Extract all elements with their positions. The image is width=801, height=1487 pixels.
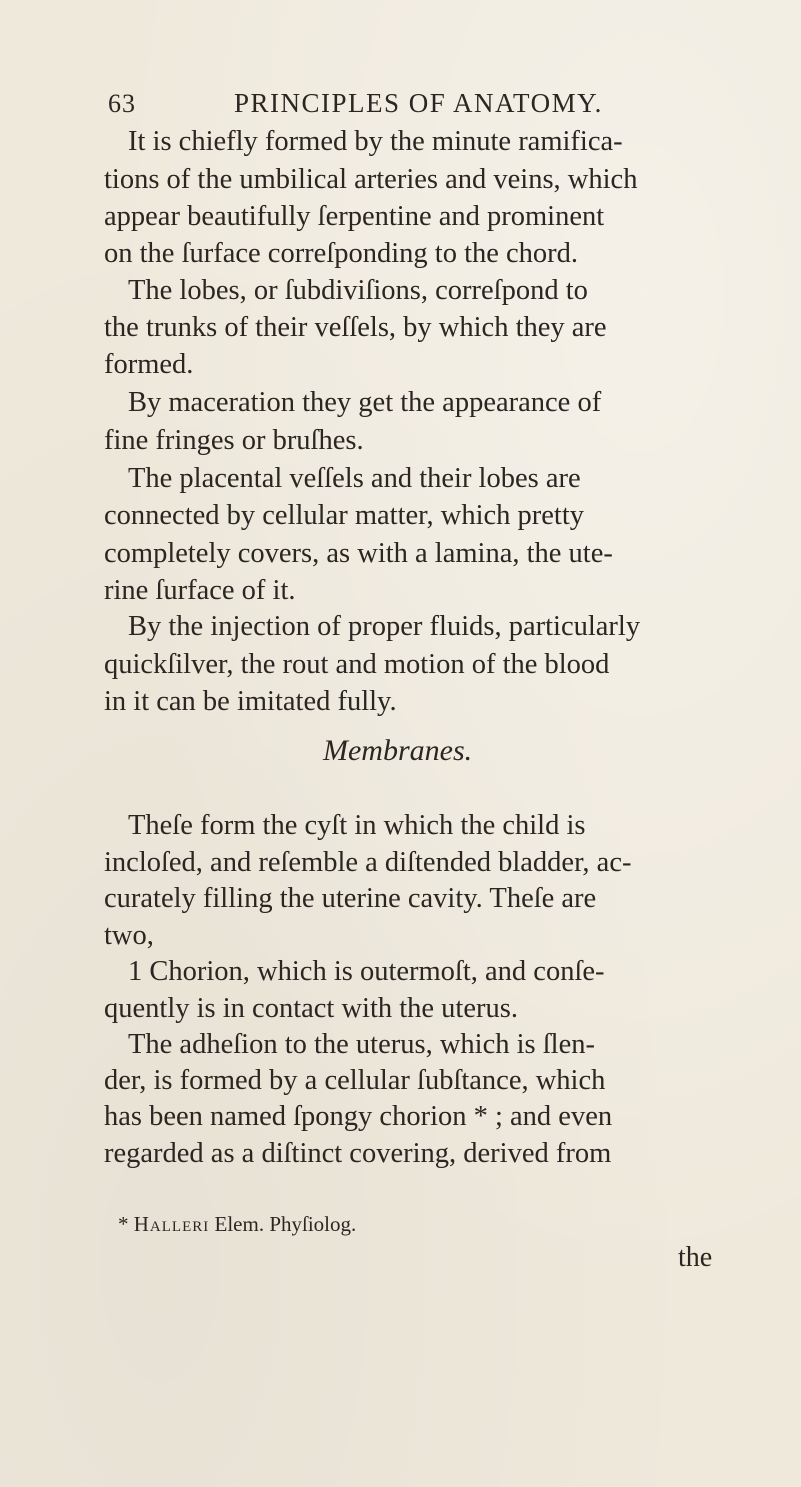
- text-line: Theſe form the cyſt in which the child is: [128, 810, 586, 841]
- text-line: completely covers, as with a lamina, the ute-: [104, 538, 613, 569]
- text-line: 1 Chorion, which is outermoſt, and conſe-: [128, 956, 605, 987]
- section-heading: Membranes.: [323, 734, 473, 767]
- footnote-author: Halleri: [133, 1212, 210, 1236]
- text-line: quently is in contact with the uterus.: [104, 993, 518, 1024]
- footnote-marker: *: [118, 1212, 129, 1236]
- text-line: formed.: [104, 349, 194, 380]
- text-line: quickſilver, the rout and motion of the blood: [104, 649, 610, 680]
- text-line: connected by cellular matter, which pretty: [104, 500, 584, 531]
- text-line: rine ſurface of it.: [104, 575, 296, 606]
- text-line: regarded as a diſtinct covering, derived from: [104, 1138, 612, 1169]
- text-line: two,: [104, 920, 154, 951]
- text-line: tions of the umbilical arteries and veins, which: [104, 164, 638, 195]
- text-line: It is chiefly formed by the minute ramifica-: [128, 126, 623, 157]
- catchword: the: [678, 1242, 713, 1273]
- page-number: 63: [108, 89, 136, 118]
- text-line: on the ſurface correſponding to the chord.: [104, 238, 579, 269]
- running-title: PRINCIPLES OF ANATOMY.: [234, 88, 603, 118]
- text-line: has been named ſpongy chorion * ; and even: [104, 1101, 613, 1132]
- text-line: der, is formed by a cellular ſubſtance, which: [104, 1065, 606, 1096]
- text-line: the trunks of their veſſels, by which they are: [104, 312, 607, 343]
- text-line: appear beautifully ſerpentine and prominent: [104, 201, 605, 232]
- text-line: The lobes, or ſubdiviſions, correſpond to: [128, 275, 588, 306]
- text-line: The placental veſſels and their lobes are: [128, 463, 581, 494]
- text-line: By maceration they get the appearance of: [128, 387, 602, 418]
- text-line: By the injection of proper fluids, particularly: [128, 611, 641, 642]
- text-line: The adheſion to the uterus, which is ſlen-: [128, 1029, 595, 1060]
- text-line: fine fringes or bruſhes.: [104, 425, 364, 456]
- text-line: incloſed, and reſemble a diſtended bladder, ac-: [104, 847, 632, 878]
- footnote-work: Elem. Phyſiolog.: [214, 1212, 357, 1236]
- footnote: [118, 1212, 356, 1237]
- running-header: [108, 88, 728, 119]
- text-line: in it can be imitated fully.: [104, 686, 397, 717]
- text-line: curately filling the uterine cavity. Theſe are: [104, 883, 597, 914]
